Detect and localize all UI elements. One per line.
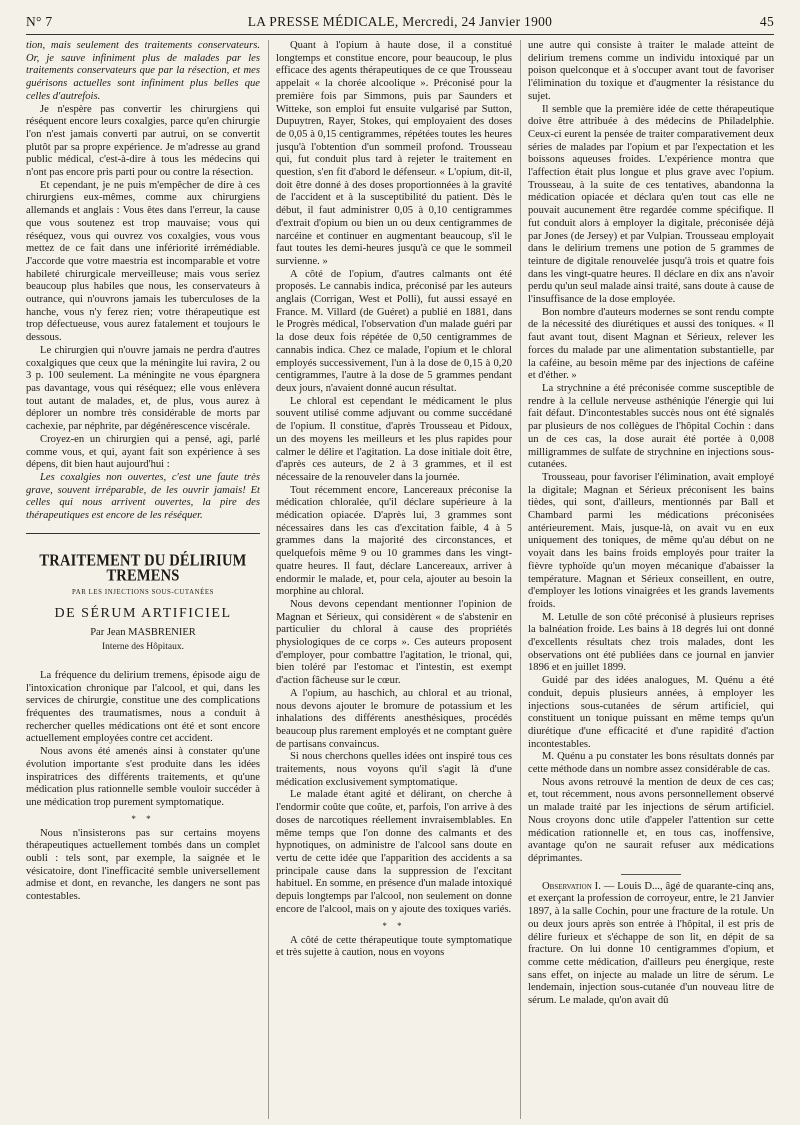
paragraph: Le malade étant agité et délirant, on cherche à l'endormir coûte que coûte, et, parfois, l'on arrive à des doses de narcotiques réellement invraisemblables. En même temps que l'on donne des calmants et des hypnotiques, on administre de l'alcool sans doute en vertu de cette idée que l'apparition des accidents a sa principale cause dans la suppression de l'excitant habituel. En somme, en présence d'un malade intoxiqué depuis longtemps par l'alcool, non seulement on donne encore de l'alcool, mais on y ajoute des toxiques variés. (276, 789, 512, 915)
author-affiliation: Interne des Hôpitaux. (101, 642, 185, 653)
page-number: 45 (759, 14, 774, 29)
paragraph: Nous devons cependant mentionner l'opinion de Magnan et Sérieux, qui considèrent « de s'abstenir en particulier du chloral à cause des propriétés physiologiques de ce corps ». Ces auteurs proposent d'employer, pour combattre l'agitation, le trional, qui, bien toléré par l'estomac et l'intestin, est exempt d'action fâcheuse sur le cœur. (276, 598, 512, 687)
column-2 (276, 40, 512, 1119)
paragraph: A côté de cette thérapeutique toute symptomatique et très sujette à caution, nous en voyons (276, 934, 512, 959)
paragraph: Guidé par des idées analogues, M. Quénu a été conduit, depuis plusieurs années, à employer les injections sous-cutanées de sérum artificiel, qui constituent un tonique puissant en même temps qu'un diurétique d'une efficacité et d'une rapidité d'action incontestables. (528, 675, 774, 750)
paragraph: M. Letulle de son côté préconisé à plusieurs reprises la balnéation froide. Les bains à 18 degrés lui ont donné d'excellents résultats chez trois malades, dont les observations ont été publiées dans ce journal en janvier 1896 et en juillet 1899. (528, 611, 774, 674)
paragraph: A l'opium, au haschich, au chloral et au trional, nous devons ajouter le bromure de potassium et les inhalations des différents anesthésiques, procédés beaucoup plus rarement employés et ne comptant guère de partisans convaincus. (276, 687, 512, 750)
paragraph: Nous avons été amenés ainsi à constater qu'une évolution importante s'est produite dans les idées inspiratrices des différents traitements, et qu'une médication plus rationnelle semble vouloir succéder à une médication trop purement symptomatique. (26, 746, 260, 808)
paragraph: Trousseau, pour favoriser l'élimination, avait employé la digitale; Magnan et Sérieux préconisent les bains tièdes, qui sont, d'ailleurs, mentionnés par Ball et Chambard parmi les médications préconisées antérieurement. Mais, jusque-là, on avait vu en eux uniquement des toniques, de même qu'au début on ne voyait dans les bains froids employés pour traiter la fièvre typhoïde qu'un moyen mécanique d'abaisser la température. Magnan et Sérieux conseillent, en outre, d'employer les lotions vinaigrées et les grands lavements froids. (528, 471, 774, 610)
paragraph: Nous n'insisterons pas sur certains moyens thérapeutiques actuellement tombés dans un complet oubli : tels sont, par exemple, la saignée et le vésicatoire, dont l'inefficacité semble universellement admise et dont, en revanche, les dangers ne sont pas contestables. (26, 827, 260, 903)
column-1 (26, 40, 260, 1119)
observation-paragraph (528, 881, 774, 1008)
column-3 (528, 40, 774, 1119)
page-header (26, 14, 774, 34)
paragraph: Bon nombre d'auteurs modernes se sont rendu compte de la nécessité des diurétiques et aussi des toniques. « Il faut avant tout, disent Magnan et Sérieux, relever les forces du malade par une alimentation substantielle, par la caféine, au besoin même par des injections de caféine et d'éther. » (528, 306, 774, 382)
paragraph: Croyez-en un chirurgien qui a pensé, agi, parlé comme vous, et qui, ayant fait son expérience à ses dépens, dit bien haut aujourd'hui : (26, 433, 260, 471)
author-byline: Par Jean MASBRENIER (90, 626, 196, 638)
paragraph: Je n'espère pas convertir les chirurgiens qui réséquent encore leurs coxalgies, parce qu'en chirurgie l'on n'est jamais converti par autrui, on se convertit plutôt par sa propre expérience. Je m'adresse au grand public médical, c'est-à-dire à tous les médecins qui n'ont pas encore pris parti pour ou contre la résection. (26, 103, 260, 179)
paragraph: tion, mais seulement des traitements conservateurs. Or, je sauve infiniment plus de malades par les traitements conservateurs que par la résection, et mes guérisons actuelles sont infiniment plus belles que celles d'autrefois. (26, 40, 260, 102)
section-stars: * * (382, 920, 406, 931)
article-title: TRAITEMENT DU DÉLIRIUM TREMENS (39, 551, 247, 585)
paragraph: M. Quénu a pu constater les bons résultats donnés par cette méthode dans un nombre assez considérable de cas. (528, 751, 774, 776)
paragraph: A côté de l'opium, d'autres calmants ont été proposés. Le cannabis indica, préconisé par les auteurs anglais (Corrigan, West et Polli), fut aussi essayé en France. M. Villard (de Guéret) a publié en 1881, dans le Progrès médical, l'observation d'un malade guéri par la dose deux fois répétée de 0,50 centigrammes de cannabis indica. Chez ce malade, l'opium et le chloral employés successivement, l'un à la dose de 0,15 à 0,20 centigrammes, l'autre à la dose de 5 grammes pendant deux jours, n'avaient donné aucun résultat. (276, 268, 512, 394)
section-stars: * * (131, 813, 155, 824)
column-divider-1 (268, 40, 269, 1119)
issue-number: N° 7 (26, 14, 53, 29)
paragraph: Quant à l'opium à haute dose, il a constitué longtemps et constitue encore, pour beaucoup, le plus efficace des agents thérapeutiques de ce que Trousseau appelait « la chorée alcoolique ». Préconisé pour la première fois par Simmons, puis par Saunders et Witteke, son emploi fut ensuite vulgarisé par Sutton, Dupuytren, Rayer, Stokes, qui employaient des doses de 0,05 à 0,15 centigrammes, répétées toutes les heures jusqu'à l'obtention d'un sommeil profond. Trousseau qui, fut conduit plus tard à rejeter le traitement en question, s'en fit d'abord le défenseur. « L'opium, dit-il, doit être donné à des doses proportionnées à la gravité de l'accident et à la susceptibilité du patient. Dès le début, il faut administrer 0,05 à 0,10 centigrammes d'extrait d'opium ou bien un ou deux centigrammes de narcéine et continuer en augmentant beaucoup, s'il le faut toutes les demi-heures jusqu'à ce que le sommeil survienne. » (276, 40, 512, 267)
section-end-rule (621, 874, 681, 875)
column-divider-2 (520, 40, 521, 1119)
paragraph: Tout récemment encore, Lancereaux préconise la médication chloralée, qu'il déclare supérieure à la médication opiacée. D'après lui, 3 grammes sont nécessaires dans les cas d'excitation faible, 4 à 5 grammes dans la majorité des circonstances, et quelquefois même 9 ou 10 grammes dans les vingt-quatre heures. Il faut, déclare Lancereaux, arriver à endormir le malade, et, pour cela, ajouter au besoin la morphine au chloral. (276, 484, 512, 598)
paragraph: Le chirurgien qui n'ouvre jamais ne perdra d'autres coxalgiques que ceux que la méningite lui ravira, 2 ou 3 p. 100 seulement. La méningite ne vous épargnera pas davantage, vous qui réséquez; elle vous enlèvera tout autant de malades, et, de plus, vous aurez à déplorer un nombre très considérable de morts par cachexie, par néphrite, par dégénérescence viscérale. (26, 344, 260, 433)
observation-text: — Louis D..., âgé de quarante-cinq ans, et exerçant la profession de corroyeur, entre, le 21 Janvier 1897, à la salle Cochin, pour une fracture de la rotule. Un ou deux jours après son entrée à l'hôpital, il est pris de délire furieux et s'échappe de son lit, en dépit de sa fracture. On lui donne 10 centigrammes d'opium, et comme cette médication, d'ailleurs peu énergique, reste sans effet, on injecte au malade un litre de sérum. Le lendemain, injection sous-cutanée d'un nouveau litre de sérum. Le malade, qu'on avait dû (528, 880, 774, 1007)
paragraph: Le chloral est cependant le médicament le plus souvent utilisé comme adjuvant ou comme succédané de l'opium. Il constitue, d'après Trousseau et Pidoux, un des moyens les meilleurs et les plus rapides pour calmer le délire et l'agitation. La dose initiale doit être, d'après ces auteurs, de 2 à 3 grammes, et il est nécessaire de la renouveler dans la journée. (276, 395, 512, 483)
article-subtitle: PAR LES INJECTIONS SOUS-CUTANÉES (71, 589, 215, 597)
paragraph: La fréquence du delirium tremens, épisode aigu de l'intoxication chronique par l'alcool, et qui, dans les services de chirurgie, constitue une des complications fréquentes des traumatismes, nous a conduit à rechercher quelles médications ont été et sont encore actuellement employées contre cet accident. (26, 669, 260, 745)
observation-label: Observation I. (542, 880, 601, 892)
paragraph: Les coxalgies non ouvertes, c'est une faute très grave, souvent irréparable, de les ouvrir jamais! Et celles qui nous arrivent ouvertes, la pire des thérapeutiques est encore de les réséquer. (26, 471, 260, 522)
paragraph: Et cependant, je ne puis m'empêcher de dire à ces chirurgiens eux-mêmes, comme aux chirurgiens allemands et anglais : Vous êtes dans l'erreur, la cause que vous soutenez est trop mauvaise; vous qui réséquez, vous qui ouvrez vos coxalgies, vous vous mettez de ce fait dans une infériorité irrémédiable. J'accorde que votre maestria est incomparable et votre habileté chirurgicale merveilleuse; mais vous seriez beaucoup plus habiles que nous, les conservateurs à outrance, qui n'ouvrons jamais les tuberculoses de la hanche, vous n'y ferez rien; votre thérapeutique est trop défectueuse, vous aurez fatalement et toujours le dessous. (26, 179, 260, 344)
article-subtitle-2: DE SÉRUM ARTIFICIEL (54, 605, 232, 621)
paragraph: Nous avons retrouvé la mention de deux de ces cas; et, tout récemment, nous avons personnellement observé un malade traité par les injections de sérum artificiel. Nous croyons donc utile d'appeler l'attention sur cette médication rationnelle et, en tous cas, inoffensive, avantage qu'on ne saurait refuser aux médications déprimantes. (528, 776, 774, 864)
article-separator (26, 533, 260, 534)
header-rule (26, 34, 774, 35)
paragraph: La strychnine a été préconisée comme susceptible de rendre à la cellule nerveuse asthéniqúe l'énergie qui lui fait défaut. D'incontestables succès nous ont été signalés par plusieurs de nos collègues de l'hôpital Cochin : dans un de ces cas, la dose aurait été portée à 0,008 milligrammes de sulfate de strychnine en injections sous-cutanées. (528, 382, 774, 471)
paragraph: Il semble que la première idée de cette thérapeutique doive être attribuée à des médecins de Philadelphie. Ceux-ci eurent la pensée de traiter comparativement deux séries de malades par l'opium et par l'expectation et les boissons aqueuses froides. L'expérience montra que l'affection était plus longue et plus grave avec l'opium. Trousseau, à la suite de ces tentatives, abandonna la médication opiacée et déclara qu'en tout cas elle ne pouvait aucunement être regardée comme spécifique. Il fut conduit alors à employer la digitale, préconisée déjà par Jones (de Jersey) et par Vulpian. Trousseau employait dans le delirium tremens une potion de 5 grammes de teinture de digitale renouvelée jusqu'à trois et quatre fois dans les vingt-quatre heures. Il déclare en dix ans n'avoir perdu qu'un seul malade ainsi traité, sans doute à cause de l'insuffisance de la dose employée. (528, 103, 774, 306)
journal-title: LA PRESSE MÉDICALE, Mercredi, 24 Janvier 1900 (247, 14, 553, 29)
paragraph: Si nous cherchons quelles idées ont inspiré tous ces traitements, nous voyons qu'il s'agit là d'une médication exclusivement symptomatique. (276, 751, 512, 788)
paragraph: une autre qui consiste à traiter le malade atteint de delirium tremens comme un individu intoxiqué par un poison quelconque et à s'occuper avant tout de favoriser l'élimination du toxique et d'augmenter la résistance du sujet. (528, 40, 774, 102)
